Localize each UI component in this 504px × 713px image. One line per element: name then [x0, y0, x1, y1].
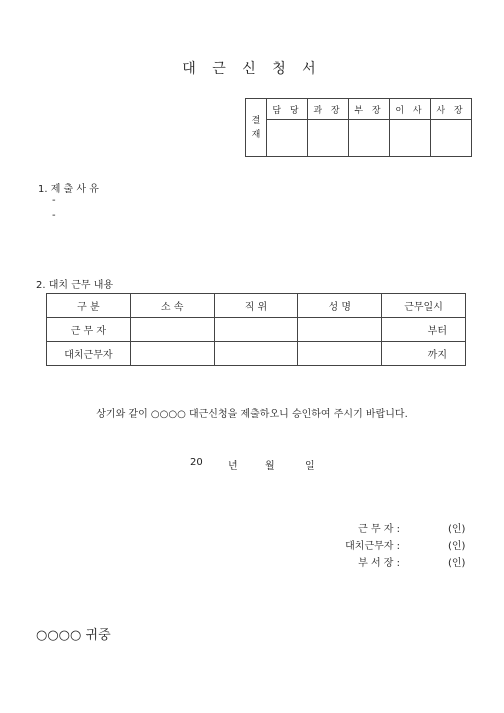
approval-signature-cell[interactable] [390, 120, 431, 157]
section-2-heading: 2. 대치 근무 내용 [36, 280, 114, 291]
reason-bullet: - [52, 210, 56, 221]
approval-header: 사 장 [431, 99, 472, 120]
approval-header: 담 당 [267, 99, 308, 120]
date-month-unit: 월 [265, 461, 275, 472]
request-statement: 상기와 같이 ○○○○ 대근신청을 제출하오니 승인하여 주시기 바랍니다. [96, 409, 408, 420]
table-cell[interactable] [130, 318, 214, 342]
table-header: 성 명 [298, 294, 382, 318]
table-row [47, 318, 466, 342]
reason-bullet: - [52, 195, 56, 206]
signature-label: 부 서 장 : [358, 558, 400, 569]
table-cell[interactable]: 부터 [382, 318, 466, 342]
table-header: 구 분 [47, 294, 131, 318]
date-year-unit: 년 [228, 461, 238, 472]
approval-table [245, 98, 472, 157]
approval-side-char: 재 [251, 129, 261, 140]
seal-mark[interactable]: (인) [448, 524, 466, 535]
substitute-work-table [46, 293, 466, 366]
approval-signature-cell[interactable] [267, 120, 308, 157]
approval-header: 이 사 [390, 99, 431, 120]
date-year[interactable]: 20 [190, 457, 203, 468]
approval-side-char: 결 [251, 115, 261, 126]
row-label: 근 무 자 [47, 318, 131, 342]
document-title: 대 근 신 청 서 [182, 61, 322, 77]
signature-label: 대치근무자 : [345, 541, 400, 552]
table-header: 직 위 [214, 294, 298, 318]
signature-label: 근 무 자 : [358, 524, 400, 535]
table-cell[interactable] [298, 318, 382, 342]
recipient-footer: ○○○○ 귀중 [36, 628, 111, 643]
seal-mark[interactable]: (인) [448, 558, 466, 569]
approval-signature-cell[interactable] [349, 120, 390, 157]
approval-signature-cell[interactable] [308, 120, 349, 157]
seal-mark[interactable]: (인) [448, 541, 466, 552]
table-cell[interactable] [130, 342, 214, 366]
table-cell[interactable] [214, 342, 298, 366]
table-header: 근무일시 [382, 294, 466, 318]
table-header: 소 속 [130, 294, 214, 318]
table-row [47, 342, 466, 366]
approval-signature-cell[interactable] [431, 120, 472, 157]
approval-side-label [246, 99, 267, 157]
row-label: 대치근무자 [47, 342, 131, 366]
table-cell[interactable] [214, 318, 298, 342]
table-cell[interactable] [298, 342, 382, 366]
section-1-heading: 1. 제 출 사 유 [38, 184, 99, 195]
approval-header: 부 장 [349, 99, 390, 120]
approval-header: 과 장 [308, 99, 349, 120]
table-cell[interactable]: 까지 [382, 342, 466, 366]
date-day-unit: 일 [305, 461, 315, 472]
